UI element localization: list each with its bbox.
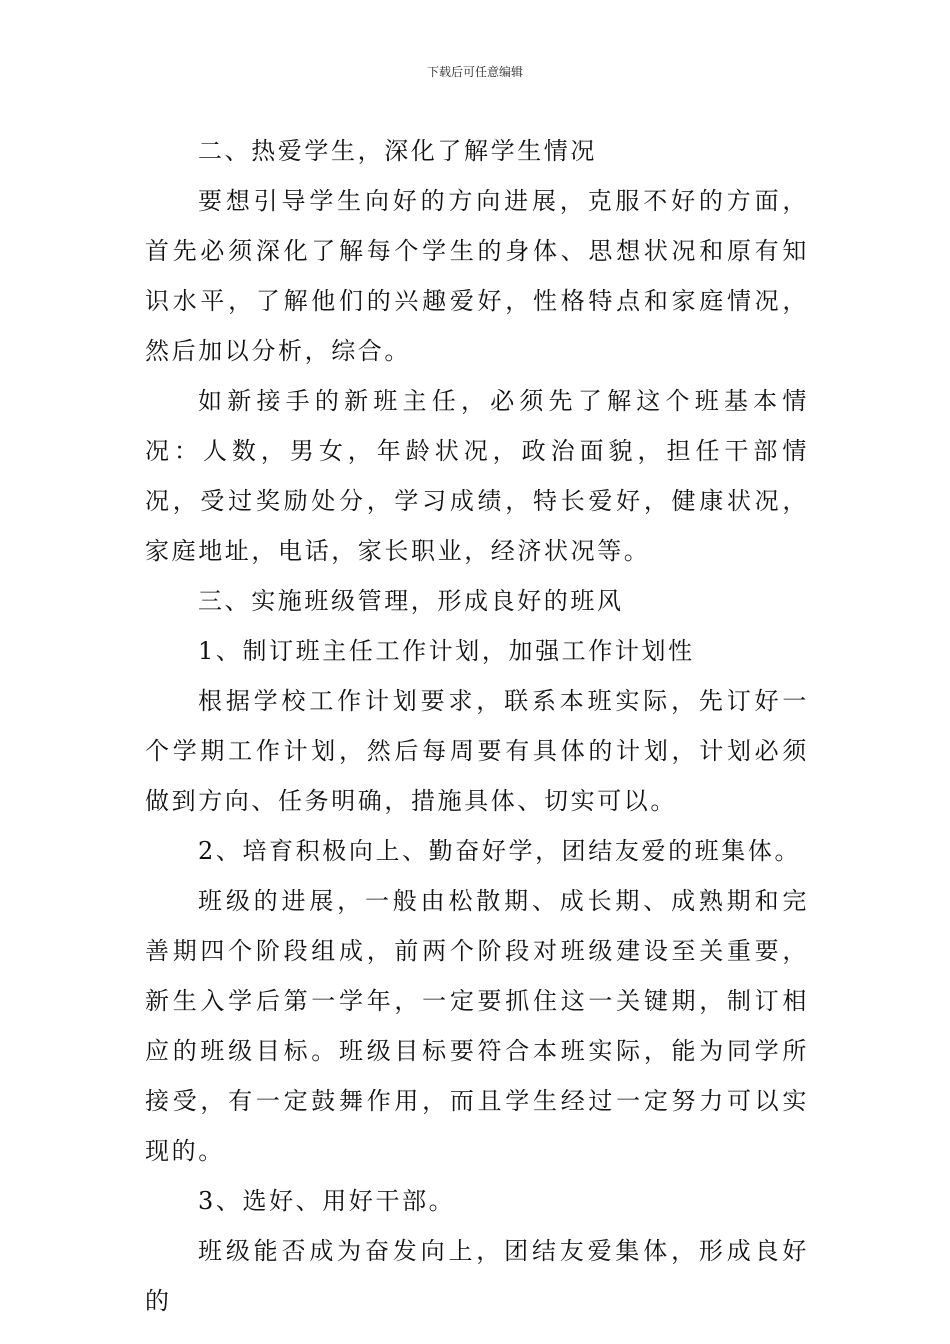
document-body [145,126,809,1326]
subheading-1: 1、制订班主任工作计划，加强工作计划性 [198,637,695,665]
subheading-3: 3、选好、用好干部。 [198,1187,456,1215]
body-paragraph: 班级的进展，一般由松散期、成长期、成熟期和完善期四个阶段组成，前两个阶段对班级建设至关重要，新生入学后第一学年，一定要抓住这一关键期，制订相应的班级目标。班级目标要符合本班实际，能为同学所接受，有一定鼓舞作用，而且学生经过一定努力可以实现的。 [145,887,809,1165]
body-paragraph: 班级能否成为奋发向上，团结友爱集体，形成良好的 [145,1237,809,1315]
section-heading-2: 二、热爱学生，深化了解学生情况 [198,137,597,165]
body-paragraph: 如新接手的新班主任，必须先了解这个班基本情况：人数，男女，年龄状况，政治面貌，担任干部情况，受过奖励处分，学习成绩，特长爱好，健康状况，家庭地址，电话，家长职业，经济状况等。 [145,387,809,565]
subheading-2: 2、培育积极向上、勤奋好学，团结友爱的班集体。 [198,837,802,865]
body-paragraph: 根据学校工作计划要求，联系本班实际，先订好一个学期工作计划，然后每周要有具体的计划，计划必须做到方向、任务明确，措施具体、切实可以。 [145,687,809,815]
page-header-note: 下载后可任意编辑 [426,65,523,79]
body-paragraph: 要想引导学生向好的方向进展，克服不好的方面，首先必须深化了解每个学生的身体、思想状况和原有知识水平，了解他们的兴趣爱好，性格特点和家庭情况，然后加以分析，综合。 [145,187,809,365]
section-heading-3: 三、实施班级管理，形成良好的班风 [198,587,624,615]
